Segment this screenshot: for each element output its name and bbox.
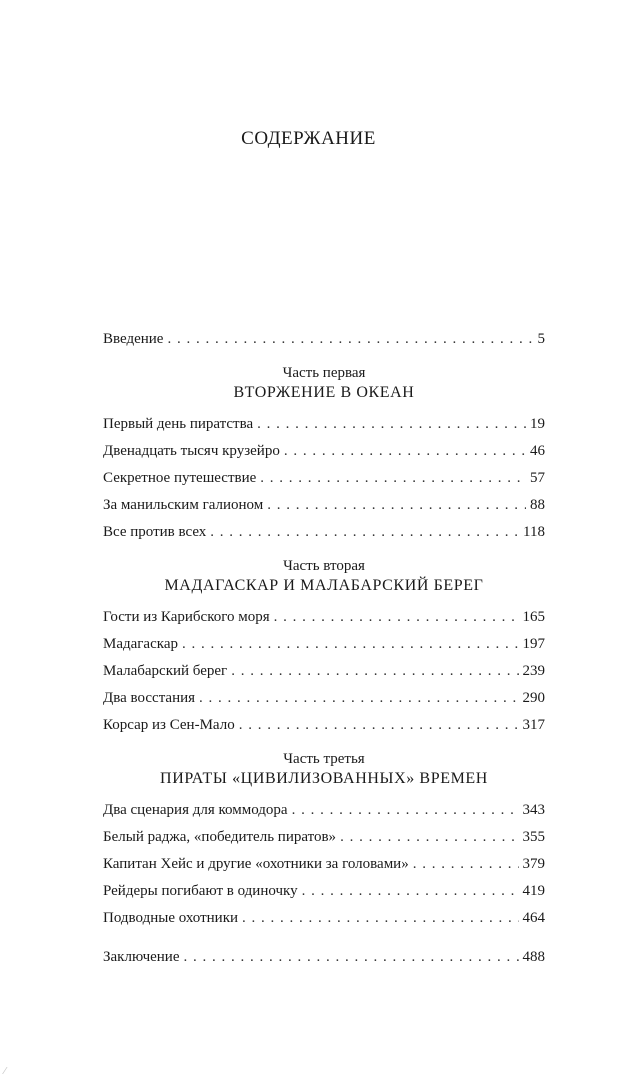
part-label: Часть третья [283, 751, 365, 767]
part-title: МАДАГАСКАР И МАЛАБАРСКИЙ БЕРЕГ [164, 577, 484, 594]
page-title: СОДЕРЖАНИЕ [241, 128, 376, 149]
part-label: Часть вторая [283, 558, 365, 574]
dot-leader [184, 944, 519, 971]
toc-entry-page: 290 [522, 690, 545, 706]
toc-entry-page: 5 [537, 331, 545, 347]
dot-leader [302, 878, 519, 905]
toc-entry[interactable] [103, 438, 545, 465]
toc-entry[interactable] [103, 851, 545, 878]
toc-entry-label: За манильским галионом [103, 497, 264, 513]
dot-leader [292, 797, 519, 824]
dot-leader [274, 604, 519, 631]
toc-entry-intro[interactable] [103, 326, 545, 353]
toc-entry-label: Белый раджа, «победитель пиратов» [103, 829, 337, 845]
dot-leader [340, 824, 518, 851]
scan-corner-mark-icon: ⁄ [4, 1066, 6, 1077]
toc-entry-page: 19 [530, 416, 545, 432]
toc-entry[interactable] [103, 465, 545, 492]
dot-leader [210, 519, 519, 546]
toc-entry-label: Первый день пиратства [103, 416, 254, 432]
toc-entry-label: Рейдеры погибают в одиночку [103, 883, 298, 899]
toc-entry[interactable] [103, 905, 545, 932]
toc-entry-label: Двенадцать тысяч крузейро [103, 443, 280, 459]
toc-entry-page: 57 [530, 470, 545, 486]
toc-entry-page: 464 [522, 910, 545, 926]
toc-entry-label: Гости из Карибского моря [103, 609, 270, 625]
toc-entry-page: 88 [530, 497, 545, 513]
toc-entry[interactable] [103, 411, 545, 438]
toc-entry-label: Заключение [103, 949, 180, 965]
toc-entry-label: Корсар из Сен-Мало [103, 717, 235, 733]
toc-entry[interactable] [103, 631, 545, 658]
toc-entry[interactable] [103, 712, 545, 739]
dot-leader [413, 851, 519, 878]
toc-entry-page: 419 [522, 883, 545, 899]
toc-entry-label: Два сценария для коммодора [103, 802, 288, 818]
toc-entry-page: 118 [523, 524, 545, 540]
toc-entry[interactable] [103, 878, 545, 905]
part-heading [103, 556, 545, 596]
toc-entry[interactable] [103, 824, 545, 851]
toc-entry[interactable] [103, 685, 545, 712]
table-of-contents [103, 326, 545, 971]
toc-entry-page: 46 [530, 443, 545, 459]
toc-entry-label: Введение [103, 331, 164, 347]
dot-leader [199, 685, 518, 712]
toc-entry-page: 239 [522, 663, 545, 679]
part-title: ВТОРЖЕНИЕ В ОКЕАН [233, 384, 415, 401]
toc-entry[interactable] [103, 492, 545, 519]
part-label: Часть первая [282, 365, 366, 381]
toc-entry-page: 379 [522, 856, 545, 872]
toc-entry-page: 197 [522, 636, 545, 652]
toc-entry-label: Капитан Хейс и другие «охотники за головами» [103, 856, 409, 872]
dot-leader [239, 712, 519, 739]
dot-leader [182, 631, 519, 658]
dot-leader [231, 658, 518, 685]
toc-entry-label: Два восстания [103, 690, 196, 706]
part-title: ПИРАТЫ «ЦИВИЛИЗОВАННЫХ» ВРЕМЕН [160, 770, 488, 787]
toc-entry-page: 355 [522, 829, 545, 845]
dot-leader [242, 905, 518, 932]
toc-entry-label: Секретное путешествие [103, 470, 257, 486]
toc-entry-page: 488 [522, 949, 545, 965]
dot-leader [284, 438, 526, 465]
dot-leader [260, 465, 526, 492]
toc-entry-page: 343 [522, 802, 545, 818]
dot-leader [267, 492, 526, 519]
toc-entry-label: Подводные охотники [103, 910, 239, 926]
toc-entry-page: 165 [522, 609, 545, 625]
toc-entry[interactable] [103, 604, 545, 631]
toc-entry[interactable] [103, 519, 545, 546]
dot-leader [257, 411, 526, 438]
toc-entry-page: 317 [522, 717, 545, 733]
dot-leader [167, 326, 533, 353]
toc-entry-label: Малабарский берег [103, 663, 228, 679]
toc-entry[interactable] [103, 658, 545, 685]
part-heading [103, 749, 545, 789]
toc-entry[interactable] [103, 797, 545, 824]
toc-entry-conclusion[interactable] [103, 944, 545, 971]
part-heading [103, 363, 545, 403]
toc-entry-label: Все против всех [103, 524, 207, 540]
toc-entry-label: Мадагаскар [103, 636, 178, 652]
